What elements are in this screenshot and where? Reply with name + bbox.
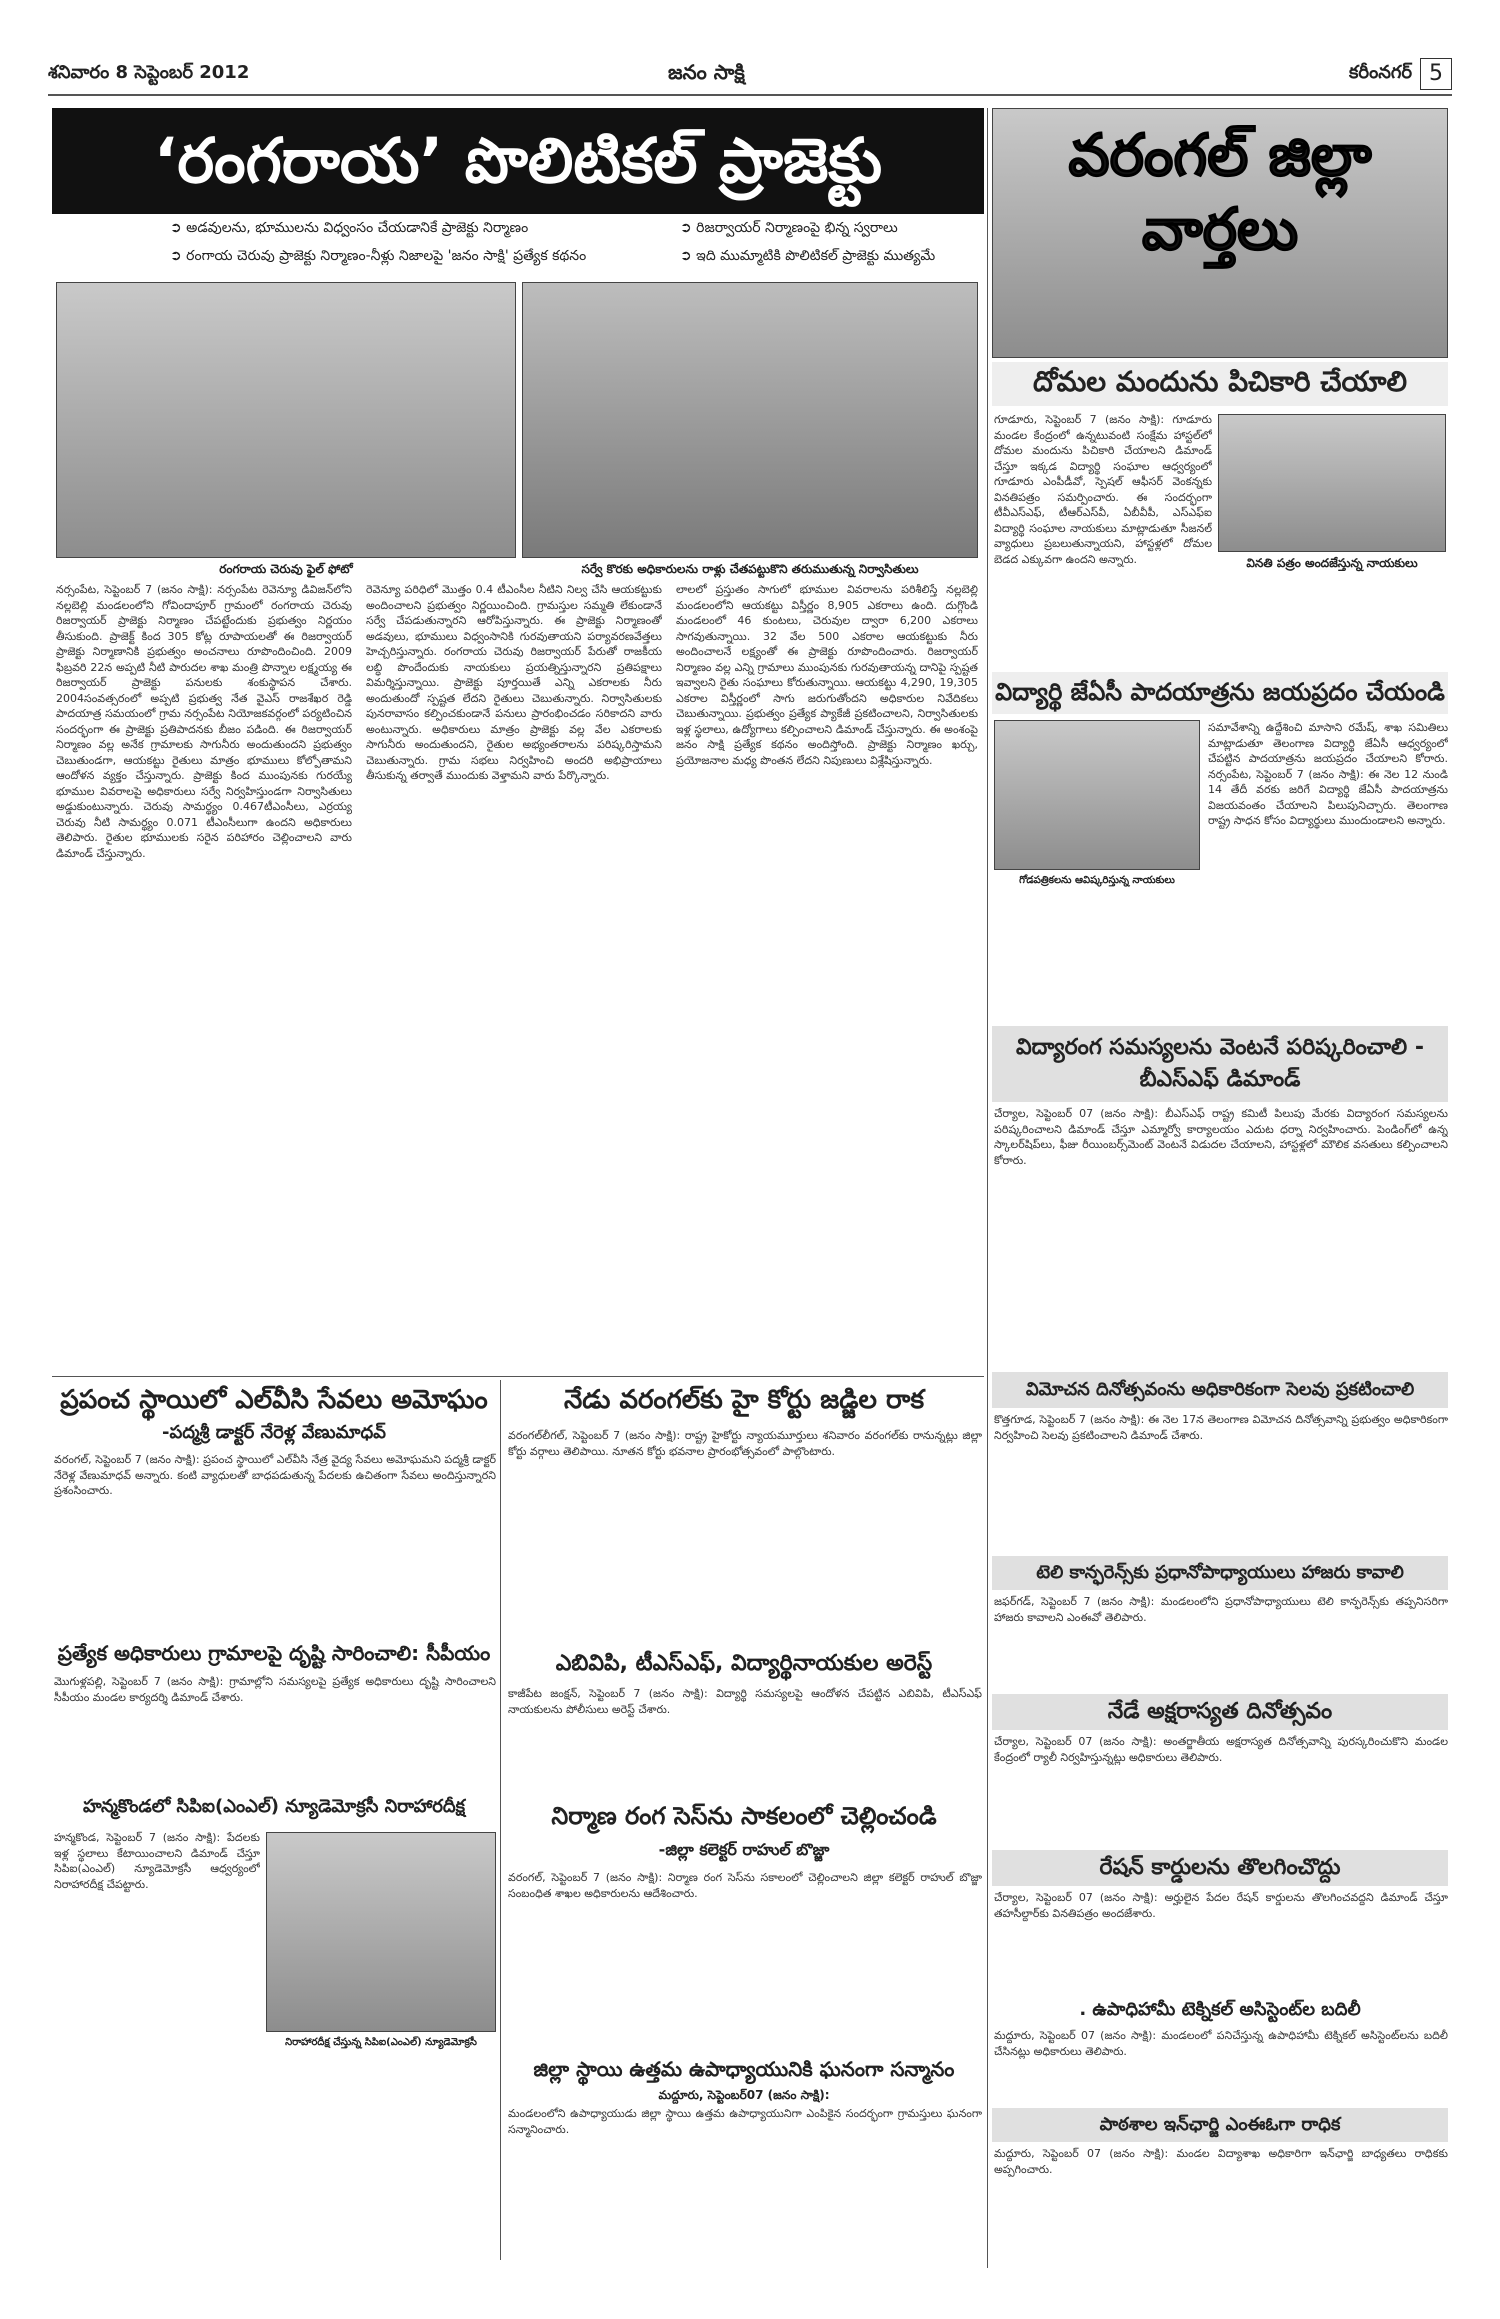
main-story-column-3: లాలలో ప్రస్తుతం సాగులో భూముల వివరాలను పరిశీలిస్తే నల్లబెల్లి మండలంలోని ఆయకట్టు విస్తీర్ణం 8,905 ఎకరాలు ఉంది. దుగ్గొండి మండలంలో 46 కుంటలు, చెరువుల ద్వారా 6,200 ఎకరాలు సాగవుతున్నాయి. 32 వేల 500 ఎకరాల ఆయకట్టుకు నీరు అందించాలనే లక్ష్యంతో ఈ ప్రాజెక్టు రూపొందించారు. రిజర్వాయర్ నిర్మాణం వల్ల ఎన్ని గ్రామాలు ముంపునకు గురవుతాయన్న దానిపై స్పష్టత ఇవ్వాలని రైతు సంఘాలు కోరుతున్నాయి. ఆయకట్టు 4,290, 19,305 ఎకరాల విస్తీర్ణంలో సాగు జరుగుతోందని అధికారుల నివేదికలు చెబుతున్నాయి. ప్రభుత్వం ప్రత్యేక ప్యాకేజీ ప్రకటించాలని, నిర్వాసితులకు ఇళ్ల స్థలాలు, ఉద్యోగాలు కల్పించాలని డిమాండ్ చేస్తున్నారు. ఈ అంశంపై జనం సాక్షి ప్రత్యేక కథనం అందిస్తోంది. ప్రాజెక్టు నిర్మాణం ఖర్చు, ప్రయోజనాల మధ్య పొంతన లేదని నిపుణులు విశ్లేషిస్తున్నారు. xyxy=(676,583,978,767)
arrest-body: కాజీపేట జంక్షన్, సెప్టెంబర్ 7 (జనం సాక్షి): విద్యార్థి సమస్యలపై ఆందోళన చేపట్టిన ఎబివిపి, టీఎస్‌ఎఫ్ నాయకులను పోలీసులు అరెస్ట్ చేశారు. xyxy=(508,1687,982,1716)
arrest-headline: ఎబివిపి, టీఎస్‌ఎఫ్, విద్యార్థినాయకుల అరెస్ట్ xyxy=(555,1651,933,1676)
main-bullets xyxy=(52,218,984,278)
warangal-story2-body: సమావేశాన్ని ఉద్దేశించి మాసాని రమేష్, శాఖ సమితిలు మాట్లాడుతూ తెలంగాణ విద్యార్థి జేఏసీ ఆధ్వర్యంలో చేపట్టిన పాదయాత్రను జయప్రదం చేయాలని కోరారు. నర్సంపేట, సెప్టెంబర్ 7 (జనం సాక్షి): ఈ నెల 12 నుండి 14 తేదీ వరకు జరిగే విద్యార్థి జేఏసీ పాదయాత్రను విజయవంతం చేయాలని పిలుపునిచ్చారు. తెలంగాణ రాష్ట్ర సాధన కోసం విద్యార్థులు ముందుండాలని అన్నారు. xyxy=(1208,721,1448,827)
warangal-story2-headline: విద్యార్థి జేఏసీ పాదయాత్రను జయప్రదం చేయండి xyxy=(992,672,1448,714)
teacher-award-body: మండలంలోని ఉపాధ్యాయుడు జిల్లా స్థాయి ఉత్తమ ఉపాధ్యాయునిగా ఎంపికైన సందర్భంగా గ్రామస్తులు ఘనంగా సన్మానించారు. xyxy=(508,2107,982,2136)
page-number: 5 xyxy=(1420,58,1452,90)
warangal-story4-headline: విమోచన దినోత్సవంను అధికారికంగా సెలవు ప్రకటించాలి xyxy=(992,1372,1448,1408)
cess-body: వరంగల్, సెప్టెంబర్ 7 (జనం సాక్షి): నిర్మాణ రంగ సెస్‌ను సకాలంలో చెల్లించాలని జిల్లా కలెక్టర్ రాహుల్ బొజ్జా సంబంధిత శాఖల అధికారులను ఆదేశించారు. xyxy=(508,1871,982,1900)
column-rule xyxy=(500,1380,501,2260)
bullet-4: ➲ ఇది ముమ్మాటికి పొలిటికల్ ప్రాజెక్టు ముత్యమే xyxy=(680,248,936,264)
warangal-story5-headline: టెలి కాన్ఫరెన్స్‌కు ప్రధానోపాధ్యాయులు హాజరు కావాలి xyxy=(992,1556,1448,1590)
bullet-1: ➲ అడవులను, భూములను విధ్వంసం చేయడానికే ప్రాజెక్టు నిర్మాణం xyxy=(170,220,529,236)
column-rule xyxy=(987,108,988,2268)
bullet-2: ➲ రిజర్వాయర్ నిర్మాణంపై భిన్న స్వరాలు xyxy=(680,220,898,236)
lvc-body: వరంగల్, సెప్టెంబర్ 7 (జనం సాక్షి): ప్రపంచ స్థాయిలో ఎల్‌వీసి నేత్ర వైద్య సేవలు అమోఘమని పద్మశ్రీ డాక్టర్ నేరెళ్ల వేణుమాధవ్ అన్నారు. కంటి వ్యాధులతో బాధపడుతున్న పేదలకు ఉచితంగా సేవలు అందిస్తున్నారని ప్రశంసించారు. xyxy=(54,1453,496,1497)
warangal-story1-headline: దోమల మందును పిచికారి చేయాలి xyxy=(992,362,1448,406)
story1-photo-caption: వినతి పత్రం అందజేస్తున్న నాయకులు xyxy=(1246,556,1418,570)
hunger-strike-photo-caption: నిరాహారదీక్ష చేస్తున్న సిపిఐ(ఎంఎల్) న్యూడెమోక్రసీ xyxy=(285,2037,477,2048)
story2-photo-caption: గోడపత్రికలను ఆవిష్కరిస్తున్న నాయకులు xyxy=(1019,875,1175,886)
warangal-story5-body: జఫర్‌గడ్, సెప్టెంబర్ 7 (జనం సాక్షి): మండలంలోని ప్రధానోపాధ్యాయులు టెలి కాన్ఫరెన్స్‌కు తప్పనిసరిగా హాజరు కావాలని ఎంఈవో తెలిపారు. xyxy=(994,1595,1448,1624)
masthead-paper-name: జనం సాక్షి xyxy=(668,60,745,84)
main-headline: ‘రంగరాయ’ పొలిటికల్ ప్రాజెక్టు xyxy=(52,108,984,214)
warangal-story4-body: కొత్తగూడ, సెప్టెంబర్ 7 (జనం సాక్షి): ఈ నెల 17న తెలంగాణ విమోచన దినోత్సవాన్ని ప్రభుత్వం అధికారికంగా నిర్వహించి సెలవు ప్రకటించాలని డిమాండ్ చేశారు. xyxy=(994,1413,1448,1442)
lvc-subhead: -పద్మశ్రీ డాక్టర్ నేరెళ్ల వేణుమాధవ్ xyxy=(162,1422,386,1443)
warangal-story9-body: మద్దూరు, సెప్టెంబర్ 07 (జనం సాక్షి): మండల విద్యాశాఖ అధికారిగా ఇన్‌ఛార్జి బాధ్యతలు రాధికకు అప్పగించారు. xyxy=(994,2147,1448,2176)
cess-headline: నిర్మాణ రంగ సెస్‌ను సాకలంలో చెల్లించండి xyxy=(551,1802,937,1830)
warangal-story8-body: మద్దూరు, సెప్టెంబర్ 07 (జనం సాక్షి): మండలంలో పనిచేస్తున్న ఉపాధిహామీ టెక్నికల్ అసిస్టెంట్‌లను బదిలీ చేసినట్లు అధికారులు తెలిపారు. xyxy=(994,2029,1448,2058)
high-court-headline: నేడు వరంగల్‌కు హై కోర్టు జడ్జిల రాక xyxy=(563,1385,925,1415)
main-story-column-1: నర్సంపేట, సెప్టెంబర్ 7 (జనం సాక్షి): నర్సంపేట రెవెన్యూ డివిజన్‌లోని నల్లబెల్లి మండలంలోని గోవిందాపూర్ గ్రామంలో రంగరాయ చెరువు రిజర్వాయర్ ప్రాజెక్టు నిర్మాణం చేపట్టేందుకు ప్రభుత్వం నిర్ణయం తీసుకుంది. ప్రాజెక్ట్ కింద 305 కోట్ల రూపాయలతో ఈ రిజర్వాయర్ ప్రాజెక్టు నిర్మాణానికి ప్రభుత్వం అంచనాలు రూపొందించింది. 2009 ఫిబ్రవరి 22న అప్పటి నీటి పారుదల శాఖ మంత్రి పొన్నాల లక్ష్మయ్య ఈ రిజర్వాయర్ ప్రాజెక్టు పనులకు శంకుస్థాపన చేశారు. 2004సంవత్సరంలో అప్పటి ప్రభుత్వ నేత వైఎస్ రాజశేఖర రెడ్డి పాదయాత్ర సమయంలో గ్రామ నర్సంపేట నియోజకవర్గంలో పర్యటించిన సందర్భంగా ఈ ప్రాజెక్టు ప్రతిపాదనకు బీజం పడింది. ఈ రిజర్వాయర్ నిర్మాణం వల్ల అనేక గ్రామాలకు సాగునీరు అందుతుందని ప్రభుత్వం చెబుతుండగా, ఆయకట్టు రైతులు మాత్రం భూములు కోల్పోతామని ఆందోళన వ్యక్తం చేస్తున్నారు. ప్రాజెక్టు కింద ముంపునకు గురయ్యే భూముల వివరాలపై అధికారులు సర్వే నిర్వహిస్తుండగా నిర్వాసితులు అడ్డుకుంటున్నారు. చెరువు సామర్థ్యం 0.467టీఎంసీలు, ఎర్రయ్య చెరువు నీటి సామర్థ్యం 0.071 టీఎంసీలుగా ఉందని అధికారులు తెలిపారు. రైతుల భూములకు సరైన పరిహారం చెల్లించాలని వారు డిమాండ్ చేస్తున్నారు. xyxy=(56,583,352,860)
warangal-story6-body: చేర్యాల, సెప్టెంబర్ 07 (జనం సాక్షి): అంతర్జాతీయ అక్షరాస్యత దినోత్సవాన్ని పురస్కరించుకొని మండల కేంద్రంలో ర్యాలీ నిర్వహిస్తున్నట్లు అధికారులు తెలిపారు. xyxy=(994,1735,1448,1764)
bullet-3: ➲ రంగాయ చెరువు ప్రాజెక్టు నిర్మాణం-నీళ్లు నిజాలపై 'జనం సాక్షి' ప్రత్యేక కథనం xyxy=(170,248,587,264)
warangal-story1-body: గూడూరు, సెప్టెంబర్ 7 (జనం సాక్షి): గూడూరు మండల కేంద్రంలో ఉన్నటువంటి సంక్షేమ హాస్టల్‌లో దోమల మందును పిచికారి చేయాలని డిమాండ్ చేస్తూ ఇక్కడ విద్యార్థి సంఘాల ఆధ్వర్యంలో గూడూరు ఎంపీడీవో, స్పెషల్ ఆఫీసర్ వెంకన్నకు వినతిపత్రం సమర్పించారు. ఈ సందర్భంగా టీవీఎస్‌ఎఫ్, టీఆర్‌ఎస్‌వీ, ఏబీవీపీ, ఎస్‌ఎఫ్‌ఐ విద్యార్థి సంఘాల నాయకులు మాట్లాడుతూ సీజనల్ వ్యాధులు ప్రబలుతున్నాయని, హాస్టళ్లలో దోమల బెడద ఎక్కువగా ఉందని అన్నారు. xyxy=(994,413,1212,566)
teacher-award-dateline: మద్దూరు, సెప్టెంబర్07 (జనం సాక్షి): xyxy=(658,2088,830,2102)
reservoir-file-photo xyxy=(56,282,516,558)
section-rule xyxy=(52,1376,984,1377)
high-court-body: వరంగల్‌లీగల్, సెప్టెంబర్ 7 (జనం సాక్షి): రాష్ట్ర హైకోర్టు న్యాయమూర్తులు శనివారం వరంగల్‌కు రానున్నట్లు జిల్లా కోర్టు వర్గాలు తెలిపాయి. నూతన కోర్టు భవనాల ప్రారంభోత్సవంలో పాల్గొంటారు. xyxy=(508,1429,982,1458)
hunger-strike-photo xyxy=(266,1832,496,2032)
warangal-story3-body: చేర్యాల, సెప్టెంబర్ 07 (జనం సాక్షి): బీఎస్‌ఎఫ్ రాష్ట్ర కమిటీ పిలుపు మేరకు విద్యారంగ సమస్యలను పరిష్కరించాలని డిమాండ్ చేస్తూ ఎమ్మార్వో కార్యాలయం ఎదుట ధర్నా నిర్వహించారు. పెండింగ్‌లో ఉన్న స్కాలర్‌షిప్‌లు, ఫీజు రీయింబర్స్‌మెంట్ వెంటనే విడుదల చేయాలని, హాస్టళ్లలో మౌలిక వసతులు కల్పించాలని కోరారు. xyxy=(994,1107,1448,1167)
warangal-story8-headline: . ఉపాధిహామీ టెక్నికల్ అసిస్టెంట్‌ల బదిలీ xyxy=(1079,1999,1361,2020)
teacher-award-headline: జిల్లా స్థాయి ఉత్తమ ఉపాధ్యాయునికి ఘనంగా సన్మానం xyxy=(533,2057,955,2081)
hunger-strike-headline: హన్మకొండలో సిపిఐ(ఎంఎల్) న్యూడెమోక్రసీ నిరాహారదీక్ష xyxy=(83,1796,465,1817)
warangal-section-title: వరంగల్ జిల్లా వార్తలు xyxy=(1068,121,1372,263)
warangal-story7-headline: రేషన్ కార్డులను తొలగించొద్దు xyxy=(992,1850,1448,1886)
photo1-caption: రంగరాయ చెరువు ఫైల్ ఫోటో xyxy=(219,562,353,576)
lvc-headline: ప్రపంచ స్థాయిలో ఎల్‌వీసి సేవలు అమోఘం xyxy=(60,1385,488,1415)
cpm-body: మొగుళ్లపల్లి, సెప్టెంబర్ 7 (జనం సాక్షి): గ్రామాల్లోని సమస్యలపై ప్రత్యేక అధికారులు దృష్టి సారించాలని సీపీయం మండల కార్యదర్శి డిమాండ్ చేశారు. xyxy=(54,1675,496,1704)
hunger-strike-body: హన్మకొండ, సెప్టెంబర్ 7 (జనం సాక్షి): పేదలకు ఇళ్ల స్థలాలు కేటాయించాలని డిమాండ్ చేస్తూ సిపిఐ(ఎంఎల్) న్యూడెమోక్రసీ ఆధ్వర్యంలో నిరాహారదీక్ష చేపట్టారు. xyxy=(54,1831,260,1891)
masthead xyxy=(48,56,1452,96)
warangal-story9-headline: పాఠశాల ఇన్‌ఛార్జి ఎంఈఓగా రాధిక xyxy=(992,2108,1448,2142)
warangal-story3-headline: విద్యారంగ సమస్యలను వెంటనే పరిష్కరించాలి - బీఎస్‌ఎఫ్ డిమాండ్ xyxy=(992,1026,1448,1102)
photo2-caption: సర్వే కొరకు అధికారులను రాళ్లు చేతపట్టుకొని తరుముతున్న నిర్వాసితులు xyxy=(581,562,919,576)
cess-subhead: -జిల్లా కలెక్టర్ రాహుల్ బొజ్జా xyxy=(658,1840,830,1859)
main-story-column-2: రెవెన్యూ పరిధిలో మొత్తం 0.4 టీఎంసీల నీటిని నిల్వ చేసి ఆయకట్టుకు అందించాలని ప్రభుత్వం నిర్ణయించింది. గ్రామస్తుల సమ్మతి లేకుండానే సర్వే చేపడుతున్నారని ఆరోపిస్తున్నారు. ఈ ప్రాజెక్టు నిర్మాణంతో అడవులు, భూములు విధ్వంసానికి గురవుతాయని పర్యావరణవేత్తలు హెచ్చరిస్తున్నారు. రంగరాయ చెరువు రిజర్వాయర్ పేరుతో రాజకీయ లబ్ధి పొందేందుకు నాయకులు ప్రయత్నిస్తున్నారని ప్రతిపక్షాలు విమర్శిస్తున్నాయి. ప్రాజెక్టు పూర్తయితే ఎన్ని ఎకరాలకు నీరు అందుతుందో స్పష్టత లేదని రైతులు చెబుతున్నారు. నిర్వాసితులకు పునరావాసం కల్పించకుండానే పనులు ప్రారంభించడం సరికాదని వారు అంటున్నారు. అధికారులు మాత్రం ప్రాజెక్టు వల్ల వేల ఎకరాలకు సాగునీరు అందుతుందని, రైతుల అభ్యంతరాలను పరిష్కరిస్తామని చెబుతున్నారు. గ్రామ సభలు నిర్వహించి అందరి అభిప్రాయాలు తీసుకున్న తర్వాతే ముందుకు వెళ్తామని వారు పేర్కొన్నారు. xyxy=(366,583,662,782)
cpm-headline: ప్రత్యేక అధికారులు గ్రామాలపై దృష్టి సారించాలి: సీపీయం xyxy=(57,1641,491,1665)
memorandum-photo xyxy=(1218,414,1446,552)
masthead-date: శనివారం 8 సెప్టెంబర్ 2012 xyxy=(48,62,250,83)
warangal-story7-body: చేర్యాల, సెప్టెంబర్ 07 (జనం సాక్షి): అర్హులైన పేదల రేషన్ కార్డులను తొలగించవద్దని డిమాండ్ చేస్తూ తహసీల్దార్‌కు వినతిపత్రం అందజేశారు. xyxy=(994,1891,1448,1920)
survey-protest-photo xyxy=(522,282,978,558)
poster-release-photo xyxy=(994,720,1200,870)
masthead-edition: కరీంనగర్ xyxy=(1349,62,1412,83)
warangal-story6-headline: నేడే అక్షరాస్యత దినోత్సవం xyxy=(992,1694,1448,1730)
